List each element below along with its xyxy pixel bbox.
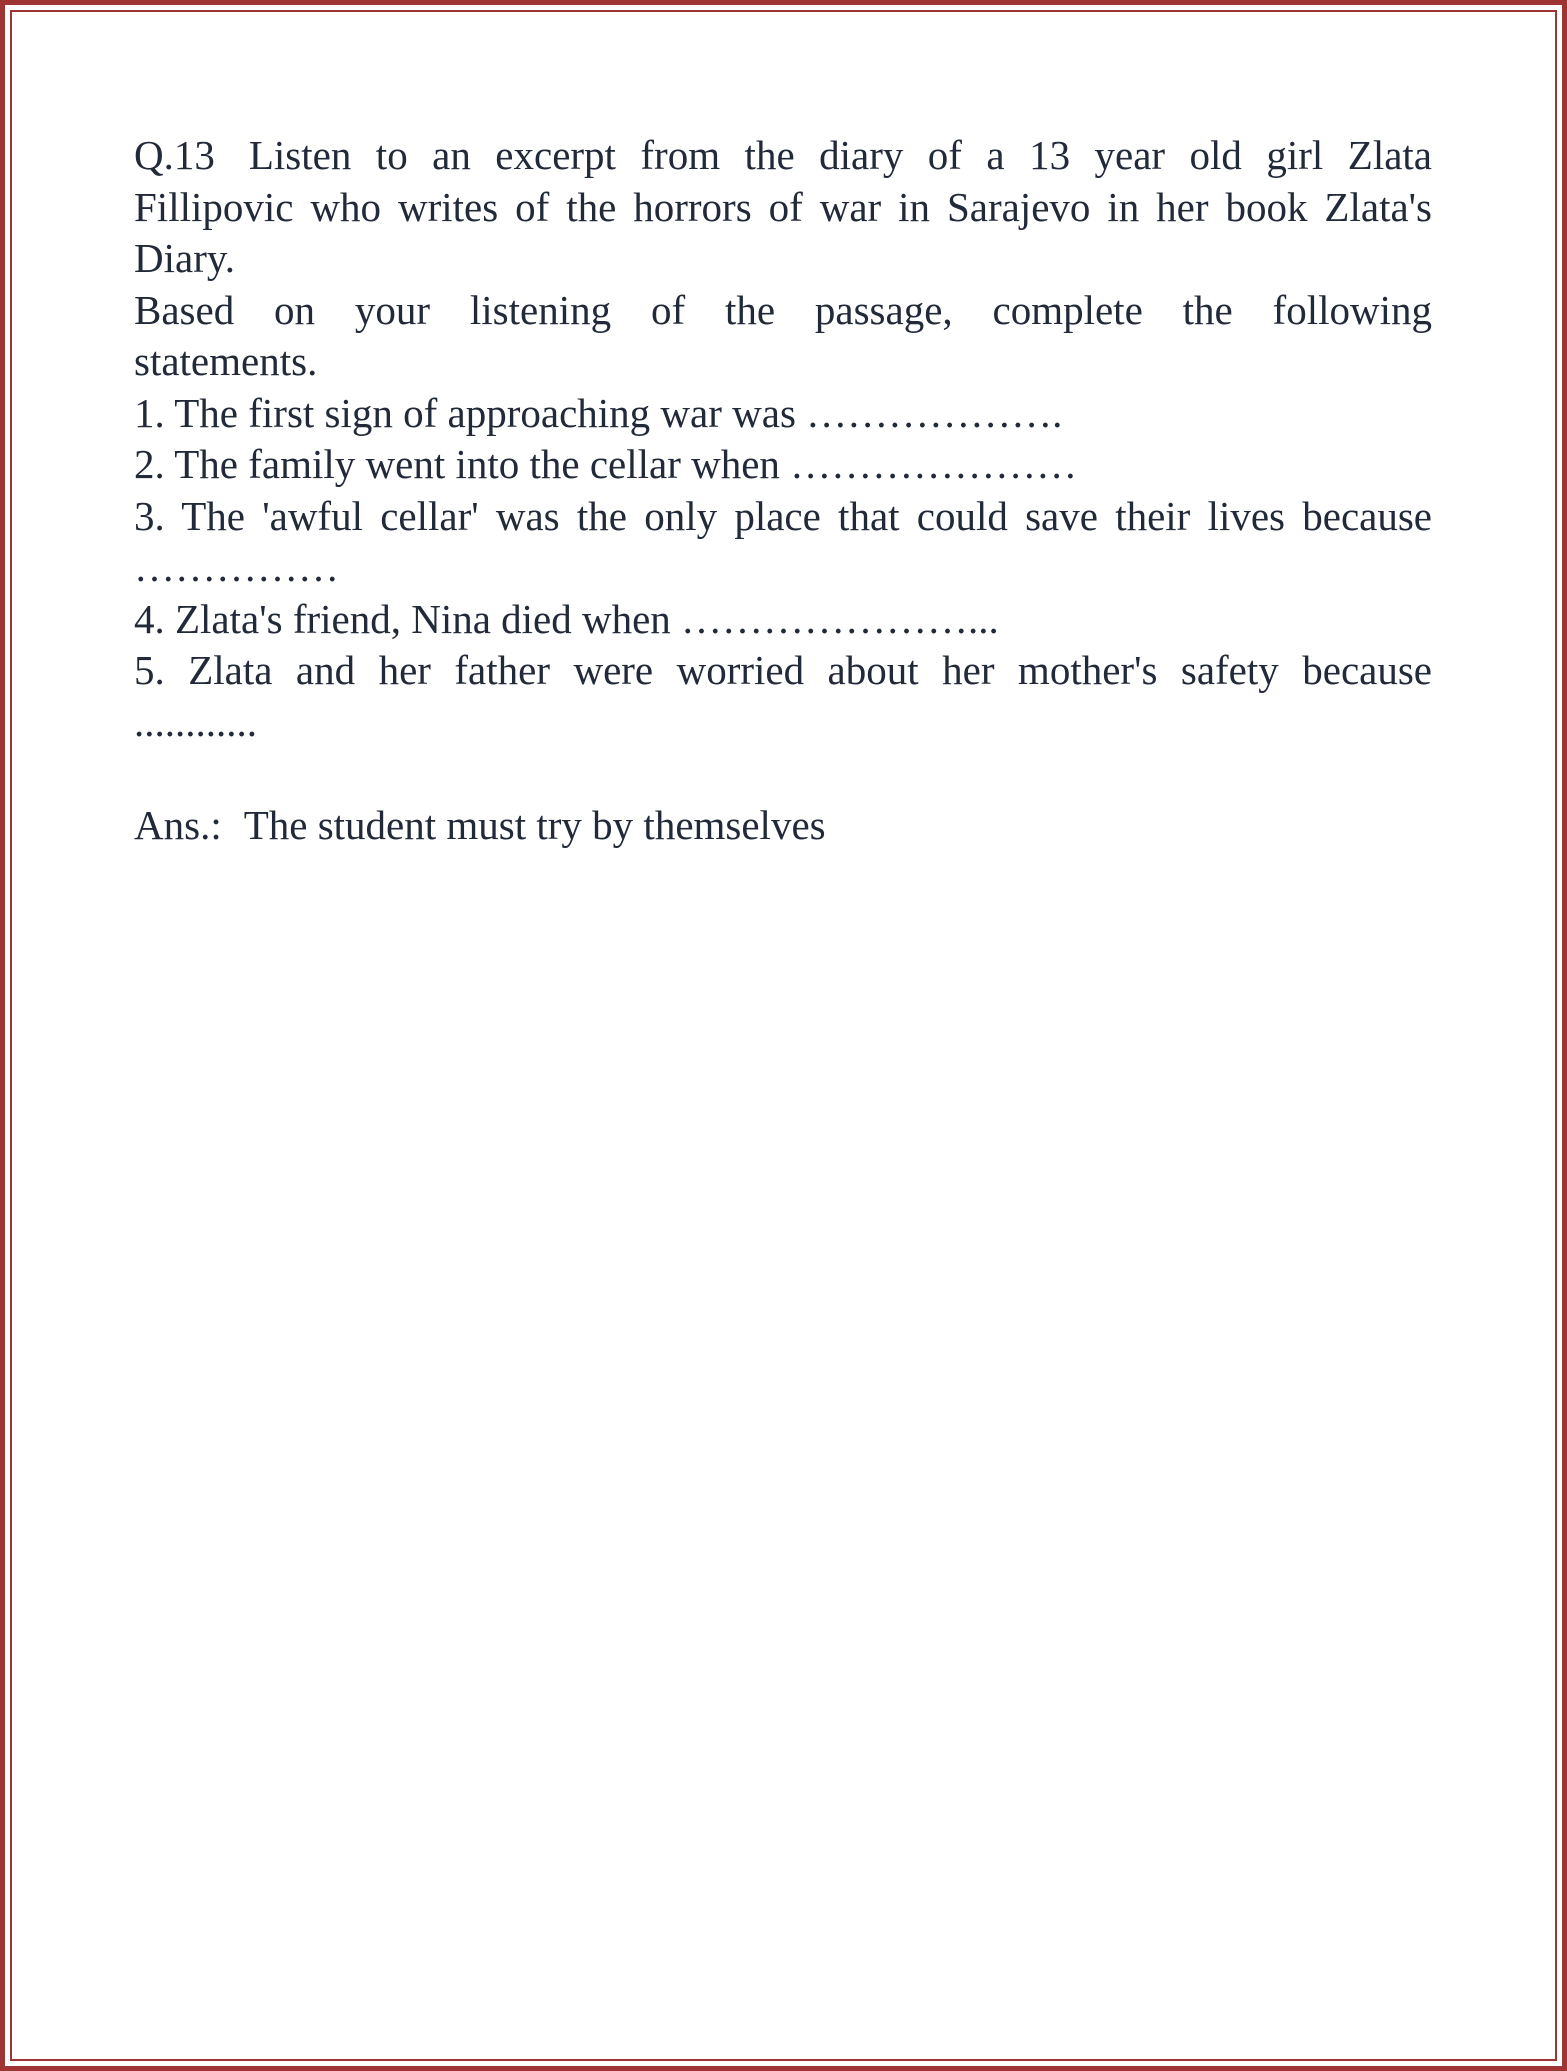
question-intro-line-2: Fillipovic who writes of the horrors of war in Sarajevo in her book Zlata's	[134, 183, 1432, 230]
answer-text: The student must try by themselves	[243, 801, 826, 848]
statement-3: 3. The 'awful cellar' was the only place that could save their lives because	[134, 492, 1432, 539]
instruction-line-2: statements.	[134, 338, 318, 384]
answer-label: Ans.:	[134, 801, 222, 848]
statement-1: 1. The first sign of approaching war was ……………….	[134, 389, 1063, 436]
question-block	[134, 130, 1432, 851]
statement-4: 4. Zlata's friend, Nina died when …………………...	[134, 595, 999, 642]
question-intro-line-1: Q.13 Listen to an excerpt from the diary of a 13 year old girl Zlata	[134, 132, 1432, 178]
instruction-line-1: Based on your listening of the passage, complete the following	[134, 286, 1432, 333]
statement-3-blank: ……………	[134, 544, 339, 590]
statement-5: 5. Zlata and her father were worried about her mother's safety because	[134, 647, 1432, 693]
question-number: Q.13	[134, 132, 215, 178]
question-intro-line-3: Diary.	[134, 235, 235, 281]
answer-line	[134, 800, 1432, 852]
statement-2: 2. The family went into the cellar when …………………	[134, 441, 1078, 487]
blank-line	[134, 748, 1432, 800]
statement-5-blank: ............	[134, 698, 257, 745]
